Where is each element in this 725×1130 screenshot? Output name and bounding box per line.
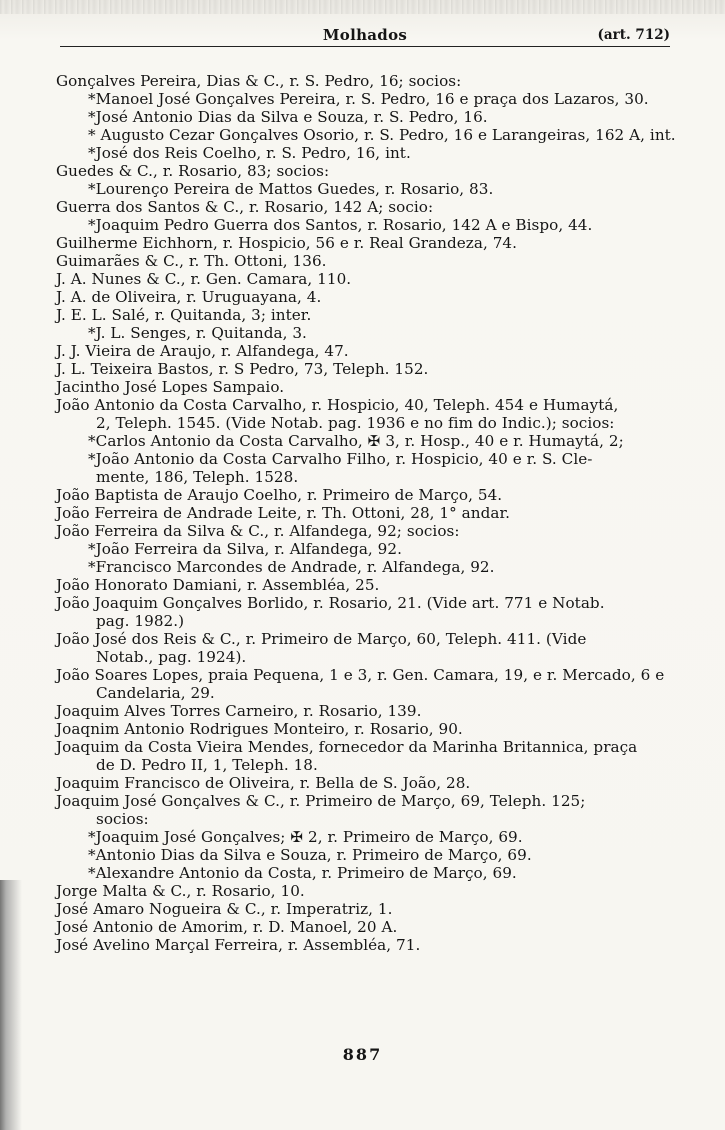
header-article-ref: (art. 712) [597,27,670,43]
entry-line: João Soares Lopes, praia Pequena, 1 e 3, r. Gen. Camara, 19, e r. Mercado, 6 e [56,666,665,684]
entry-line: Joaquim da Costa Vieira Mendes, fornecedor da Marinha Britannica, praça [56,738,638,756]
entry-line: Jacintho José Lopes Sampaio. [56,378,285,396]
header-title: Molhados [322,26,408,44]
entry-line: pag. 1982.) [96,612,185,630]
entry-line: * Augusto Cezar Gonçalves Osorio, r. S. Pedro, 16 e Larangeiras, 162 A, int. [88,126,676,144]
entry-line: Joaquim José Gonçalves & C., r. Primeiro de Março, 69, Teleph. 125; [56,792,586,810]
entry-line: *Manoel José Gonçalves Pereira, r. S. Pedro, 16 e praça dos Lazaros, 30. [88,90,649,108]
entry-line: Gonçalves Pereira, Dias & C., r. S. Pedro, 16; socios: [56,72,462,90]
entry-line: Notab., pag. 1924). [96,648,247,666]
entry-line: João José dos Reis & C., r. Primeiro de Março, 60, Teleph. 411. (Vide [56,630,587,648]
entry-line: José Amaro Nogueira & C., r. Imperatriz, 1. [56,900,393,918]
entry-line: Candelaria, 29. [96,684,215,702]
entry-line: *José Antonio Dias da Silva e Souza, r. S. Pedro, 16. [88,108,488,126]
entry-line: *João Ferreira da Silva, r. Alfandega, 92. [88,540,402,558]
entry-line: Joaqnim Antonio Rodrigues Monteiro, r. Rosario, 90. [56,720,463,738]
entry-line: J. A. Nunes & C., r. Gen. Camara, 110. [56,270,352,288]
entry-line: de D. Pedro II, 1, Teleph. 18. [96,756,318,774]
entry-line: *João Antonio da Costa Carvalho Filho, r. Hospicio, 40 e r. S. Cle- [88,450,593,468]
entry-line: socios: [96,810,149,828]
entry-line: Guimarães & C., r. Th. Ottoni, 136. [56,252,327,270]
entry-line: João Baptista de Araujo Coelho, r. Primeiro de Março, 54. [56,486,503,504]
entry-line: Guerra dos Santos & C., r. Rosario, 142 A; socio: [56,198,434,216]
entry-line: *Joaquim Pedro Guerra dos Santos, r. Rosario, 142 A e Bispo, 44. [88,216,593,234]
entry-line: 2, Teleph. 1545. (Vide Notab. pag. 1936 e no fim do Indic.); socios: [96,414,615,432]
entry-line: J. E. L. Salé, r. Quitanda, 3; inter. [56,306,312,324]
entry-line: João Antonio da Costa Carvalho, r. Hospicio, 40, Teleph. 454 e Humaytá, [56,396,619,414]
entry-line: João Honorato Damiani, r. Assembléa, 25. [56,576,380,594]
entry-line: *Francisco Marcondes de Andrade, r. Alfandega, 92. [88,558,495,576]
entry-line: J. L. Teixeira Bastos, r. S Pedro, 73, Teleph. 152. [56,360,429,378]
entry-line: *Antonio Dias da Silva e Souza, r. Primeiro de Março, 69. [88,846,532,864]
entry-line: João Ferreira da Silva & C., r. Alfandega, 92; socios: [56,522,460,540]
entry-line: *Lourenço Pereira de Mattos Guedes, r. Rosario, 83. [88,180,494,198]
entry-line: *Alexandre Antonio da Costa, r. Primeiro de Março, 69. [88,864,517,882]
entry-line: *Carlos Antonio da Costa Carvalho, ✠ 3, r. Hosp., 40 e r. Humaytá, 2; [88,432,624,450]
entry-line: João Joaquim Gonçalves Borlido, r. Rosario, 21. (Vide art. 771 e Notab. [56,594,605,612]
entry-line: J. A. de Oliveira, r. Uruguayana, 4. [56,288,322,306]
entry-line: Jorge Malta & C., r. Rosario, 10. [56,882,305,900]
entry-line: *Joaquim José Gonçalves; ✠ 2, r. Primeiro de Março, 69. [88,828,523,846]
entry-line: *José dos Reis Coelho, r. S. Pedro, 16, int. [88,144,411,162]
entry-line: Guedes & C., r. Rosario, 83; socios: [56,162,330,180]
entry-line: *J. L. Senges, r. Quitanda, 3. [88,324,307,342]
page-number: 887 [342,1045,383,1064]
entry-line: Joaquim Alves Torres Carneiro, r. Rosario, 139. [56,702,422,720]
entry-line: mente, 186, Teleph. 1528. [96,468,299,486]
entry-line: José Antonio de Amorim, r. D. Manoel, 20 A. [56,918,398,936]
entry-line: João Ferreira de Andrade Leite, r. Th. Ottoni, 28, 1° andar. [56,504,511,522]
entry-line: José Avelino Marçal Ferreira, r. Assembléa, 71. [56,936,421,954]
entry-line: Guilherme Eichhorn, r. Hospicio, 56 e r. Real Grandeza, 74. [56,234,518,252]
entry-line: Joaquim Francisco de Oliveira, r. Bella de S. João, 28. [56,774,471,792]
entry-line: J. J. Vieira de Araujo, r. Alfandega, 47. [56,342,349,360]
